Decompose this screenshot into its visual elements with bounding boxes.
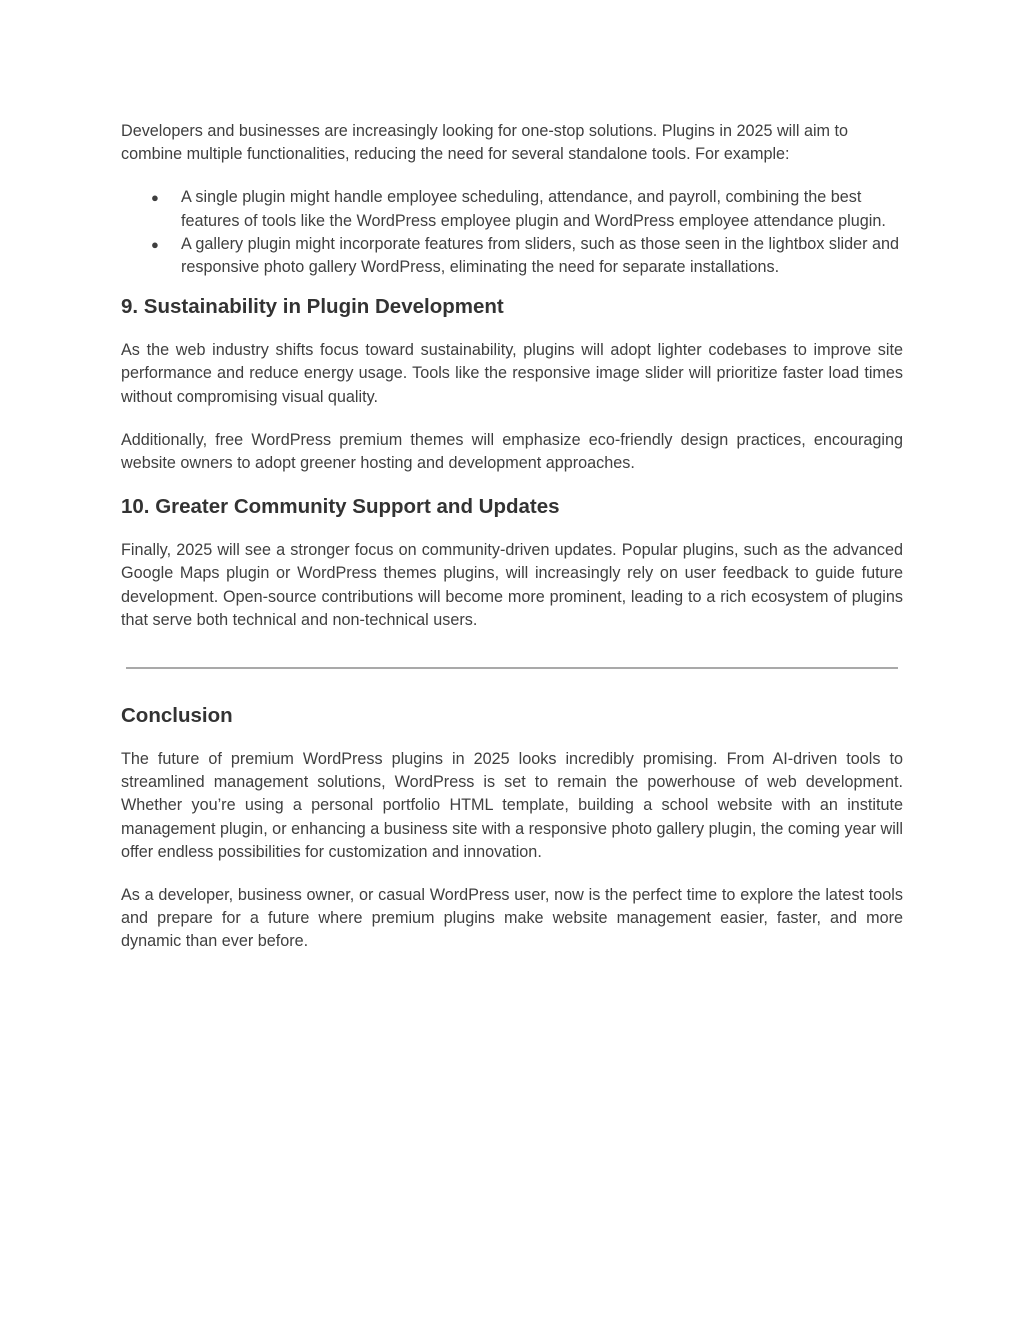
list-item [121, 186, 903, 232]
section-heading-community: 10. Greater Community Support and Updates [121, 495, 560, 519]
bullet-icon: ● [151, 236, 159, 252]
list-item-text: A gallery plugin might incorporate features from sliders, such as those seen in the lightbox slider and responsive photo gallery WordPress, eliminating the need for separate installations. [181, 234, 900, 277]
section-paragraph: As a developer, business owner, or casual WordPress user, now is the perfect time to explore the latest tools and prepare for a future where premium plugins make website management easier, faster, and more dynamic than ever before. [121, 886, 903, 951]
section-heading-conclusion: Conclusion [121, 704, 233, 728]
list-item [121, 233, 903, 279]
horizontal-divider [126, 667, 898, 669]
intro-paragraph: Developers and businesses are increasingly looking for one-stop solutions. Plugins in 2025 will aim to combine multiple functionalities, reducing the need for several standalone tools. For example: [121, 122, 849, 164]
list-item-text: A single plugin might handle employee scheduling, attendance, and payroll, combining the best features of tools like the WordPress employee plugin and WordPress employee attendance plugin. [181, 188, 886, 230]
bullet-list [121, 186, 903, 279]
section-paragraph: Finally, 2025 will see a stronger focus on community-driven updates. Popular plugins, such as the advanced Google Maps plugin or WordPress themes plugins, will increasingly rely on user feedback to guide future development. Open-source contributions will become more prominent, leading to a rich ecosystem of plugins that serve both technical and non-technical users. [121, 541, 903, 629]
section-paragraph: Additionally, free WordPress premium themes will emphasize eco-friendly design practices, encouraging website owners to adopt greener hosting and development approaches. [121, 430, 903, 473]
section-heading-sustainability: 9. Sustainability in Plugin Development [121, 295, 504, 319]
bullet-icon: ● [151, 190, 159, 206]
document-page [121, 120, 903, 954]
section-paragraph: As the web industry shifts focus toward sustainability, plugins will adopt lighter codebases to improve site performance and reduce energy usage. Tools like the responsive image slider will prioritize faster load times without compromising visual quality. [121, 341, 903, 406]
section-paragraph: The future of premium WordPress plugins in 2025 looks incredibly promising. From AI-driven tools to streamlined management solutions, WordPress is set to remain the powerhouse of web development. Whether you’re using a personal portfolio HTML template, building a school website with an institute management plugin, or enhancing a business site with a responsive photo gallery plugin, the coming year will offer endless possibilities for customization and innovation. [121, 750, 903, 861]
